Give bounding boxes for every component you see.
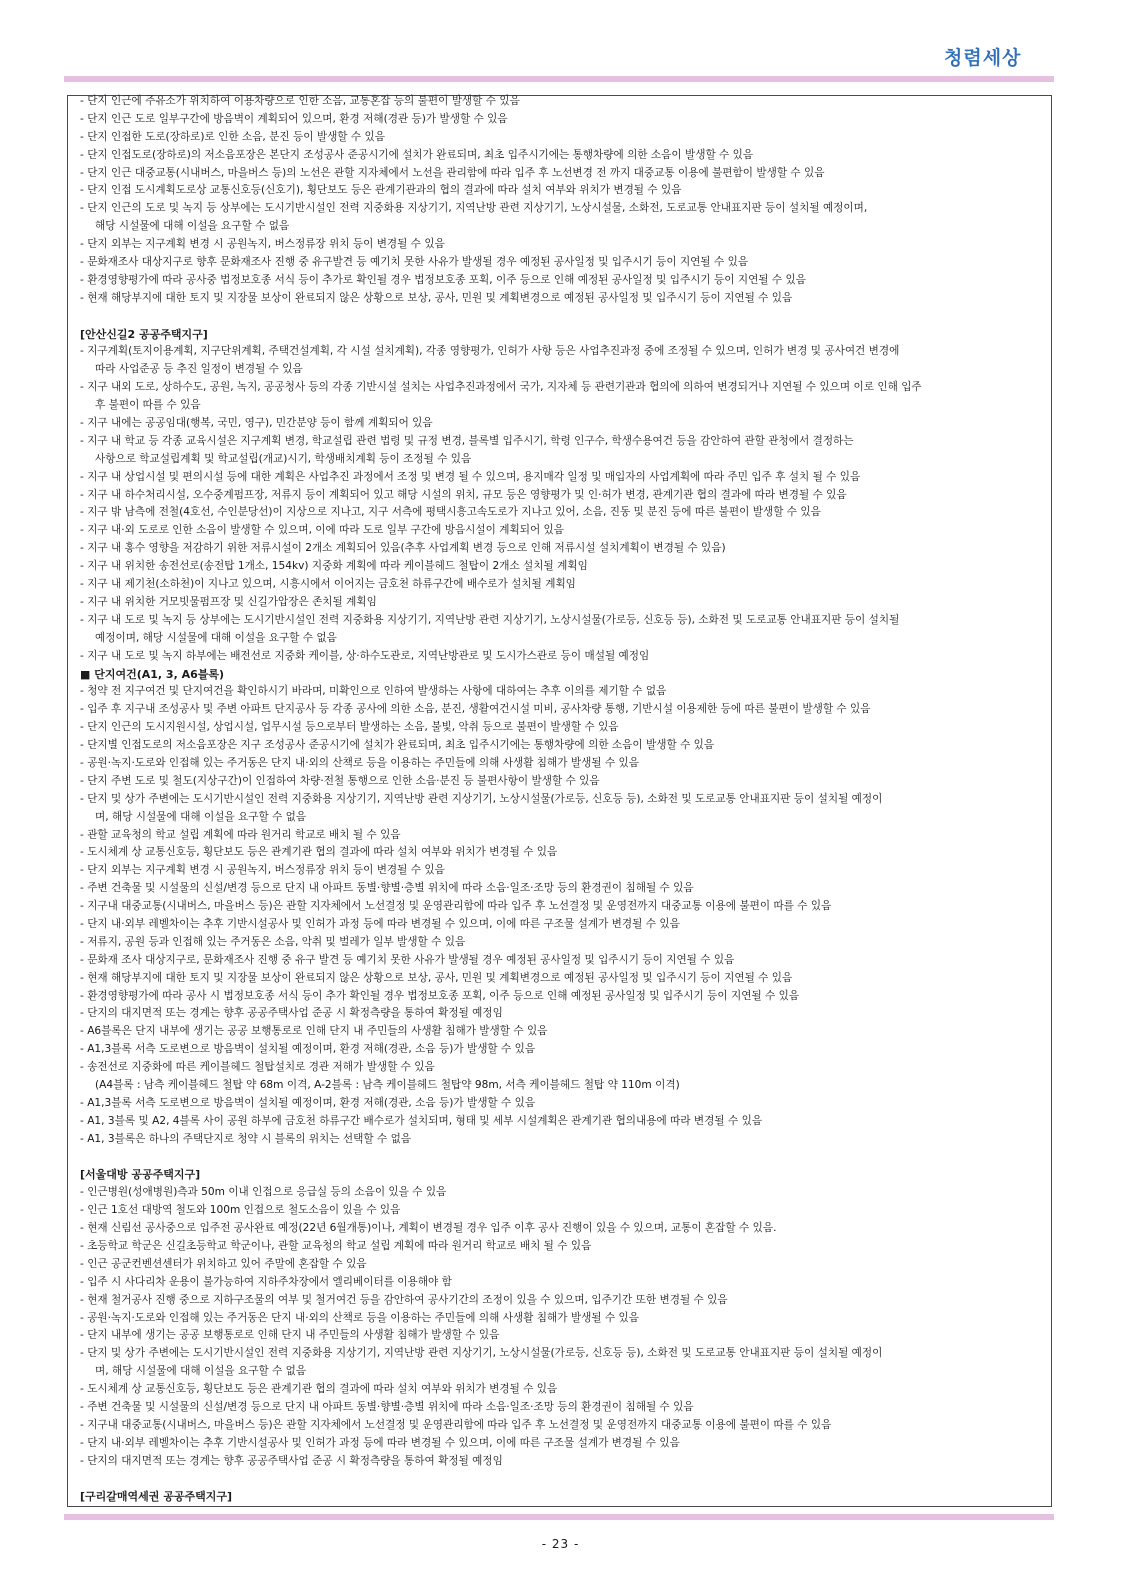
list-item: - 지구 내 하수처리시설, 오수중계펌프장, 저류지 등이 계획되어 있고 해당 시설의 위치, 규모 등은 영향평가 및 인·허가 변경, 관계기관 협의 결과에 따라 변경될 수 있음 [80,488,847,501]
list-item-continuation: 후 불편이 따를 수 있음 [95,399,201,412]
list-item: - 단지 및 상가 주변에는 도시기반시설인 전력 지중화용 지상기기, 지역난방 관련 지상기기, 노상시설물(가로등, 신호등 등), 소화전 및 도로교통 안내표지판 등이 설치될 예정이 [80,792,883,805]
list-item: - 입주 시 사다리차 운용이 불가능하여 지하주차장에서 엘리베이터를 이용해야 함 [80,1275,452,1288]
list-item-continuation: 며, 해당 시설물에 대해 이설을 요구할 수 없음 [95,1365,307,1378]
list-item: - 단지 인근 도로 일부구간에 방음벽이 계획되어 있으며, 환경 저해(경관 등)가 발생할 수 있음 [80,112,508,125]
list-item: - 지구내 대중교통(시내버스, 마을버스 등)은 관할 지자체에서 노선결정 및 운영관리함에 따라 입주 후 노선결정 및 운영전까지 대중교통 이용에 불편이 따를 수 있음 [80,1418,832,1431]
list-item: - 단지 인근 대중교통(시내버스, 마을버스 등)의 노선은 관할 지자체에서 노선을 관리함에 따라 입주 후 노선변경 전 까지 대중교통 이용에 불편함이 발생할 수 있음 [80,166,825,179]
list-item: - 단지별 인접도로의 저소음포장은 지구 조성공사 준공시기에 설치가 완료되며, 최초 입주시기에는 통행차량에 의한 소음이 발생할 수 있음 [80,739,715,752]
list-item: - 지구 내 홍수 영향을 저감하기 위한 저류시설이 2개소 계획되어 있음(추후 사업계획 변경 등으로 인해 저류시설 설치계획이 변경될 수 있음) [80,542,726,555]
list-item: - A6블록은 단지 내부에 생기는 공공 보행통로로 인해 단지 내 주민들의 사생활 침해가 발생할 수 있음 [80,1025,548,1038]
list-item: - 단지 인접도로(장하로)의 저소음포장은 본단지 조성공사 준공시기에 설치가 완료되며, 최초 입주시기에는 통행차량에 의한 소음이 발생할 수 있음 [80,148,754,161]
list-item: - 지구 내 위치한 거모빗물펌프장 및 신길가압장은 존치될 계획임 [80,595,377,608]
header-band [64,76,1054,82]
list-item: - 지구 내 도로 및 녹지 등 상부에는 도시기반시설인 전력 지중화용 지상기기, 지역난방 관련 지상기기, 노상시설물(가로등, 신호등 등), 소화전 및 도로교통 안내표지판 등이 설치될 [80,613,900,626]
content [80,93,1045,1506]
list-item: - 초등학교 학군은 신길초등학교 학군이나, 관할 교육청의 학교 설립 계획에 따라 원거리 학교로 배치 될 수 있음 [80,1240,592,1252]
list-item: - 단지 외부는 지구계획 변경 시 공원녹지, 버스정류장 위치 등이 변경될 수 있음 [80,864,445,877]
list-item: - 지구 내 도로 및 녹지 하부에는 배전선로 지중화 케이블, 상·하수도관로, 지역난방관로 및 도시가스관로 등이 매설될 예정임 [80,649,650,662]
list-item-continuation: 따라 사업준공 등 추진 일정이 변경될 수 있음 [95,363,303,376]
list-item: - A1,3블록 서측 도로변으로 방음벽이 설치될 예정이며, 환경 저해(경관, 소음 등)가 발생할 수 있음 [80,1096,536,1109]
list-item: - 문화재조사 대상지구로 향후 문화재조사 진행 중 유구발견 등 예기치 못한 사유가 발생될 경우 예정된 공사일정 및 입주시기 등이 지연될 수 있음 [80,256,749,269]
logo [944,42,1044,74]
list-item: - 문화재 조사 대상지구로, 문화재조사 진행 중 유구 발견 등 예기치 못한 사유가 발생될 경우 예정된 공사일정 및 입주시기 등이 지연될 수 있음 [80,953,735,966]
list-item: - A1, 3블록 및 A2, 4블록 사이 공원 하부에 금호천 하류구간 배수로가 설치되며, 형태 및 세부 시설계획은 관계기관 협의내용에 따라 변경될 수 있음 [80,1114,763,1127]
list-item: - 도시체계 상 교통신호등, 횡단보도 등은 관계기관 협의 결과에 따라 설치 여부와 위치가 변경될 수 있음 [80,846,558,859]
list-item: - 입주 후 지구내 조성공사 및 주변 아파트 단지공사 등 각종 공사에 의한 소음, 분진, 생활여건시설 미비, 공사차량 통행, 기반시설 이용제한 등에 따른 불편이 발생할 수 있음 [80,703,871,716]
list-item: - 주변 건축물 및 시설물의 신설/변경 등으로 단지 내 아파트 동별·향별·층별 위치에 따라 소음·일조·조망 등의 환경권이 침해될 수 있음 [80,1401,694,1414]
section-heading-guri: [구리갈매역세권 공공주택지구] [80,1490,233,1504]
list-item: - 환경영향평가에 따라 공사중 법정보호종 서식 등이 추가로 확인될 경우 법정보호종 포획, 이주 등으로 인해 예정된 공사일정 및 입주시기 등이 지연될 수 있음 [80,273,806,286]
list-item: - 송전선로 지중화에 따른 케이블헤드 철탑설치로 경관 저해가 발생할 수 있음 [80,1061,435,1074]
list-item: - 지구내 대중교통(시내버스, 마을버스 등)은 관할 지자체에서 노선결정 및 운영관리함에 따라 입주 후 노선결정 및 운영전까지 대중교통 이용에 불편이 따를 수 있음 [80,900,832,913]
list-item: - 지구 내외 도로, 상하수도, 공원, 녹지, 공공청사 등의 각종 기반시설 설치는 사업추진과정에서 국가, 지자체 등 관련기관과 협의에 의하여 변경되거나 지연될 수 있으며 이로 인해 입주 [80,381,922,394]
list-item: - 관할 교육청의 학교 설립 계획에 따라 원거리 학교로 배치 될 수 있음 [80,828,401,841]
list-item: - 단지 내·외부 레벨차이는 추후 기반시설공사 및 인허가 과정 등에 따라 변경될 수 있으며, 이에 따른 구조물 설계가 변경될 수 있음 [80,917,680,930]
list-item: - 공원·녹지·도로와 인접해 있는 주거동은 단지 내·외의 산책로 등을 이용하는 주민들에 의해 사생활 침해가 발생될 수 있음 [80,756,640,769]
list-item: - 지구 내에는 공공임대(행복, 국민, 영구), 민간분양 등이 함께 계획되어 있음 [80,417,433,430]
list-item: - 단지 인근의 도시지원시설, 상업시설, 업무시설 등으로부터 발생하는 소음, 불빛, 악취 등으로 불편이 발생할 수 있음 [80,721,619,734]
list-item-continuation: 예정이며, 해당 시설물에 대해 이설을 요구할 수 없음 [95,631,337,644]
list-item: - 지구 내 위치한 송전선로(송전탑 1개소, 154kv) 지중화 계획에 따라 케이블헤드 철탑이 2개소 설치될 계획임 [80,560,588,573]
list-item: - 인근 공군컨벤션센터가 위치하고 있어 주말에 혼잡할 수 있음 [80,1257,367,1270]
list-item: - 단지 및 상가 주변에는 도시기반시설인 전력 지중화용 지상기기, 지역난방 관련 지상기기, 노상시설물(가로등, 신호등 등), 소화전 및 도로교통 안내표지판 등이 설치될 예정이 [80,1347,883,1360]
list-item: - 단지 내·외부 레벨차이는 추후 기반시설공사 및 인허가 과정 등에 따라 변경될 수 있으며, 이에 따른 구조물 설계가 변경될 수 있음 [80,1436,680,1449]
list-item-continuation: 사항으로 학교설립계획 및 학교설립(개교)시기, 학생배치계획 등이 조정될 수 있음 [95,452,472,465]
list-item: - 현재 해당부지에 대한 토지 및 지장물 보상이 완료되지 않은 상황으로 보상, 공사, 민원 및 계획변경으로 예정된 공사일정 및 입주시기 등이 지연될 수 있음 [80,291,793,304]
list-item: - 현재 해당부지에 대한 토지 및 지장물 보상이 완료되지 않은 상황으로 보상, 공사, 민원 및 계획변경으로 예정된 공사일정 및 입주시기 등이 지연될 수 있음 [80,971,793,984]
list-item: - 단지 외부는 지구계획 변경 시 공원녹지, 버스정류장 위치 등이 변경될 수 있음 [80,238,445,251]
section-heading-ansan: [안산신길2 공공주택지구] [80,327,208,341]
list-item: - 단지의 대지면적 또는 경계는 향후 공공주택사업 준공 시 확정측량을 통하여 확정될 예정임 [80,1454,503,1467]
list-item: - A1, 3블록은 하나의 주택단지로 청약 시 블록의 위치는 선택할 수 없음 [80,1132,412,1145]
list-item: - 저류지, 공원 등과 인접해 있는 주거동은 소음, 악취 및 벌레가 일부 발생할 수 있음 [80,935,466,948]
page-number: - 23 - [541,1537,580,1551]
list-item-continuation: 해당 시설물에 대해 이설을 요구할 수 없음 [95,220,290,233]
list-item: - 환경영향평가에 따라 공사 시 법정보호종 서식 등이 추가 확인될 경우 법정보호종 포획, 이주 등으로 인해 예정된 공사일정 및 입주시기 등이 지연될 수 있음 [80,989,800,1002]
list-item: - 단지 인접한 도로(장하로)로 인한 소음, 분진 등이 발생할 수 있음 [80,130,385,143]
list-item: - 인근 1호선 대방역 철도와 100m 인접으로 철도소음이 있을 수 있음 [80,1204,401,1217]
list-item: - 청약 전 지구여건 및 단지여건을 확인하시기 바라며, 미확인으로 인하여 발생하는 사항에 대하여는 추후 이의를 제기할 수 없음 [80,685,667,698]
list-item: - 지구 내 학교 등 각종 교육시설은 지구계획 변경, 학교설립 관련 법령 및 규정 변경, 블록별 입주시기, 학령 인구수, 학생수용여건 등을 감안하여 관할 관청에서 결정하는 [80,434,854,447]
list-item: - A1,3블록 서측 도로변으로 방음벽이 설치될 예정이며, 환경 저해(경관, 소음 등)가 발생할 수 있음 [80,1043,536,1056]
list-item: - 도시체계 상 교통신호등, 횡단보도 등은 관계기관 협의 결과에 따라 설치 여부와 위치가 변경될 수 있음 [80,1383,558,1396]
list-item: - 단지의 대지면적 또는 경계는 향후 공공주택사업 준공 시 확정측량을 통하여 확정될 예정임 [80,1007,503,1020]
list-item: - 현재 철거공사 진행 중으로 지하구조물의 여부 및 철거여건 등을 감안하여 공사기간의 조정이 있을 수 있으며, 입주기간 또한 변경될 수 있음 [80,1293,728,1306]
list-item: - 단지 인접 도시계획도로상 교통신호등(신호기), 횡단보도 등은 관계기관과의 협의 결과에 따라 설치 여부와 위치가 변경될 수 있음 [80,184,682,197]
list-item: - 지구 내 제기천(소하천)이 지나고 있으며, 시흥시에서 이어지는 금호천 하류구간에 배수로가 설치될 계획임 [80,578,576,591]
list-item: - 단지 주변 도로 및 철도(지상구간)이 인접하여 차량·전철 통행으로 인한 소음·분진 등 불편사항이 발생할 수 있음 [80,774,600,787]
list-item-continuation: 며, 해당 시설물에 대해 이설을 요구할 수 없음 [95,810,307,823]
section-heading-seoul: [서울대방 공공주택지구] [80,1168,201,1182]
list-item: - 인근병원(성애병원)측과 50m 이내 인접으로 응급실 등의 소음이 있을 수 있음 [80,1186,447,1199]
list-item: - 공원·녹지·도로와 인접해 있는 주거동은 단지 내·외의 산책로 등을 이용하는 주민들에 의해 사생활 침해가 발생될 수 있음 [80,1311,640,1324]
list-item: - 지구 내 상업시설 및 편의시설 등에 대한 계획은 사업추진 과정에서 조정 및 변경 될 수 있으며, 용지매각 일정 및 매입자의 사업계획에 따라 주민 입주 후 설치 될 수 있음 [80,470,861,483]
list-item: - 주변 건축물 및 시설물의 신설/변경 등으로 단지 내 아파트 동별·향별·층별 위치에 따라 소음·일조·조망 등의 환경권이 침해될 수 있음 [80,882,694,895]
list-item-continuation: (A4블록 : 남측 케이블헤드 철탑 약 68m 이격, A-2블록 : 남측 케이블헤드 철탑약 98m, 서측 케이블헤드 철탑 약 110m 이격) [95,1078,680,1091]
list-item: - 지구 내·외 도로로 인한 소음이 발생할 수 있으며, 이에 따라 도로 일부 구간에 방음시설이 계획되어 있음 [80,524,565,537]
list-item: - 단지 인근에 주유소가 위치하여 이용차량으로 인한 소음, 교통혼잡 등의 불편이 발생할 수 있음 [80,95,520,107]
section-heading-blocks: ■ 단지여건(A1, 3, A6블록) [80,667,225,681]
footer-band [64,1514,1054,1520]
list-item: - 단지 내부에 생기는 공공 보행통로로 인해 단지 내 주민들의 사생활 침해가 발생할 수 있음 [80,1329,500,1342]
logo-text: 청렴세상 [944,47,1022,69]
list-item: - 지구 밖 남측에 전철(4호선, 수인분당선)이 지상으로 지나고, 지구 서측에 평택시흥고속도로가 지나고 있어, 소음, 진동 및 분진 등에 따른 불편이 발생할 수 있음 [80,506,821,519]
list-item: - 단지 인근의 도로 및 녹지 등 상부에는 도시기반시설인 전력 지중화용 지상기기, 지역난방 관련 지상기기, 노상시설물, 소화전, 도로교통 안내표지판 등이 설치될 예정이며, [80,202,868,215]
list-item: - 현재 신림선 공사중으로 입주전 공사완료 예정(22년 6월개통)이나, 계획이 변경될 경우 입주 이후 공사 진행이 있을 수 있으며, 교통이 혼잡할 수 있음. [80,1222,777,1235]
list-item: - 지구계획(토지이용계획, 지구단위계획, 주택건설계획, 각 시설 설치계획), 각종 영향평가, 인허가 사항 등은 사업추진과정 중에 조정될 수 있으며, 인허가 변경 및 공사여건 변경에 [80,345,900,358]
